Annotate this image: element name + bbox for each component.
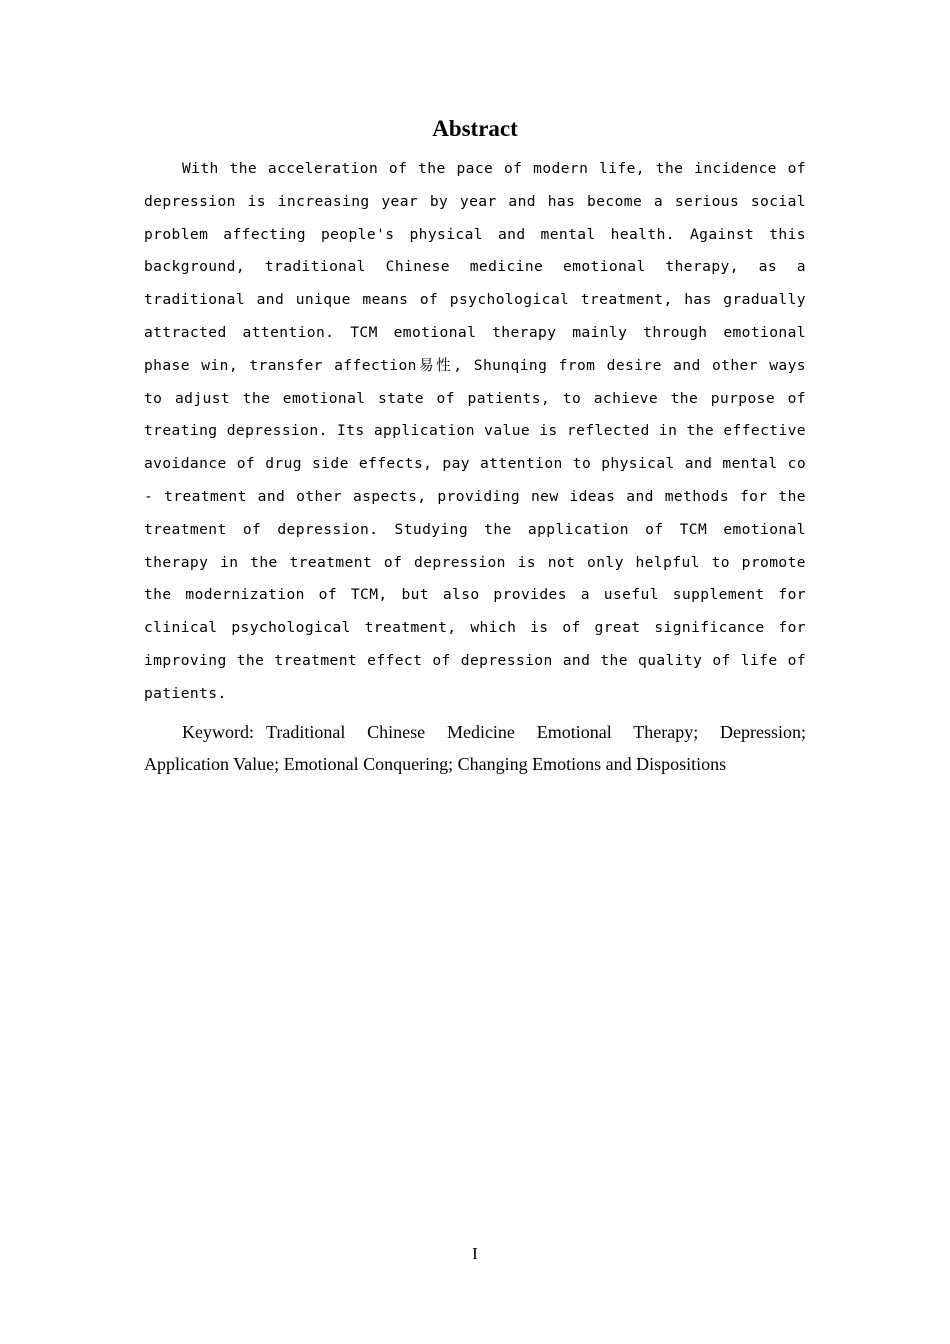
keywords-paragraph (144, 716, 806, 780)
keywords-label: Keyword: (182, 722, 254, 742)
keywords-list: Traditional Chinese Medicine Emotional Therapy; Depression; Application Value; Emotional Conquering; Changing Emotions and Dispositions (144, 722, 806, 774)
abstract-title: Abstract (432, 116, 518, 141)
page-number: I (472, 1244, 478, 1263)
abstract-body: With the acceleration of the pace of modern life, the incidence of depression is increasing year by year and has become a serious social problem affecting people's physical and mental health. Against this background, traditional Chinese medicine emotional therapy, as a traditional and unique means of psychological treatment, has gradually attracted attention. TCM emotional therapy mainly through emotional phase win, transfer affection易性, Shunqing from desire and other ways to adjust the emotional state of patients, to achieve the purpose of treating depression. Its application value is reflected in the effective avoidance of drug side effects, pay attention to physical and mental co - treatment and other aspects, providing new ideas and methods for the treatment of depression. Studying the application of TCM emotional therapy in the treatment of depression is not only helpful to promote the modernization of TCM, but also provides a useful supplement for clinical psychological treatment, which is of great significance for improving the treatment effect of depression and the quality of life of patients. (144, 160, 806, 702)
